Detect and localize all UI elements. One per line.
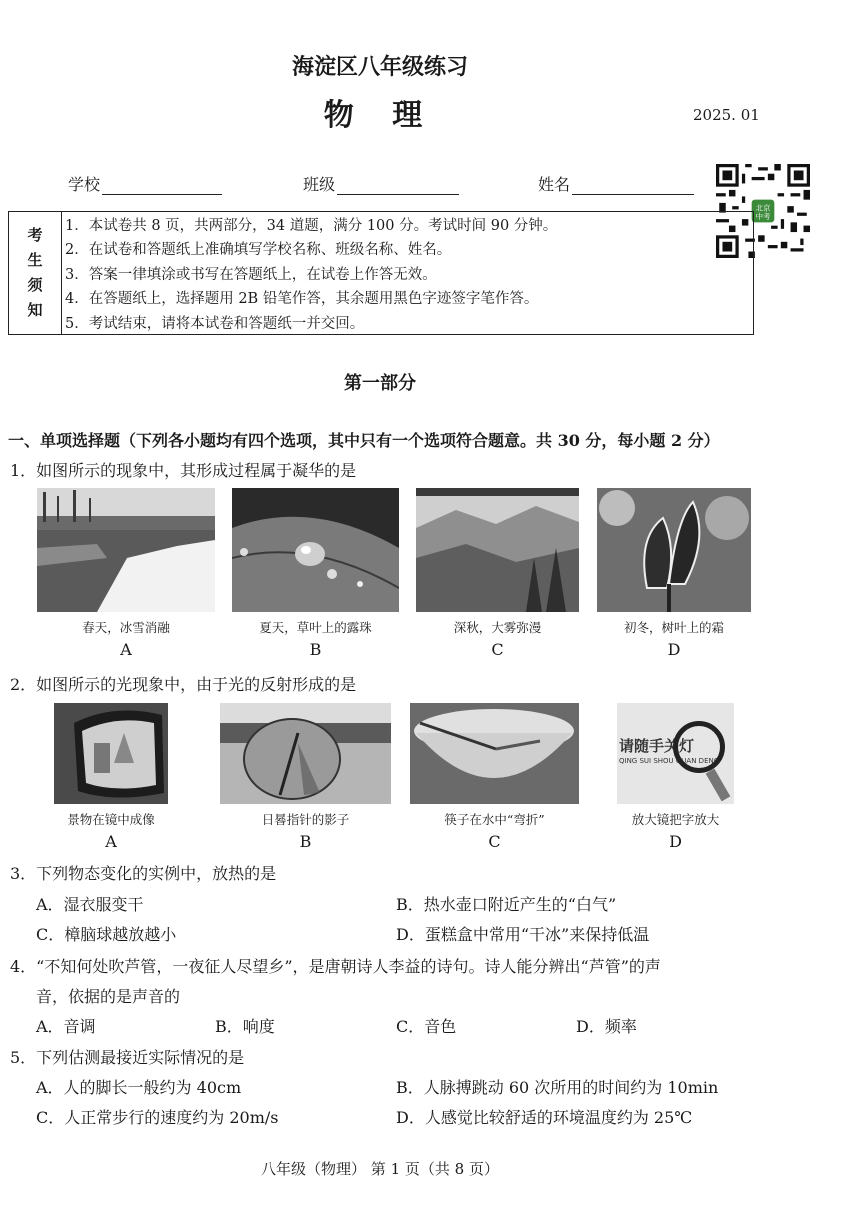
figure-1a-image: [37, 488, 215, 612]
name-label: 姓名: [538, 175, 571, 194]
question-4-option-c: C．音色: [396, 1017, 457, 1036]
notice-item: 2．在试卷和答题纸上准确填写学校名称、班级名称、姓名。: [65, 242, 452, 259]
figure-2b-image: [220, 703, 391, 804]
figure-2c-caption: 筷子在水中“弯折”: [444, 812, 545, 827]
name-blank: [572, 178, 694, 195]
figure-1d-caption: 初冬，树叶上的霜: [623, 620, 724, 635]
school-blank: [102, 178, 222, 195]
figure-2d-caption: 放大镜把字放大: [631, 812, 720, 827]
figure-1a-caption: 春天，冰雪消融: [82, 620, 170, 635]
question-3-stem: 3．下列物态变化的实例中，放热的是: [10, 864, 277, 883]
figure-1b-image: [232, 488, 399, 612]
question-3-option-c: C．樟脑球越放越小: [36, 925, 177, 944]
qr-badge-top: 北京: [755, 203, 771, 213]
figure-2b-caption: 日晷指针的影子: [261, 812, 350, 827]
subject-title: 物 理: [323, 98, 437, 133]
question-5-option-b: B．人脉搏跳动 60 次所用的时间约为 10min: [396, 1078, 719, 1097]
class-blank: [337, 178, 459, 195]
class-label: 班级: [303, 175, 336, 194]
notice-label-char: 生: [27, 251, 43, 269]
question-4-option-a: A．音调: [36, 1017, 96, 1036]
option-letter: A: [105, 832, 117, 851]
option-letter: C: [491, 640, 504, 659]
notice-item: 5．考试结束，请将本试卷和答题纸一并交回。: [65, 315, 365, 332]
notice-item: 4．在答题纸上，选择题用 2B 铅笔作答，其余题用黑色字迹签字笔作答。: [65, 291, 539, 308]
figure-1c-image: [416, 488, 579, 612]
magnifier-handle: [706, 769, 731, 802]
figure-1d-image: [597, 488, 751, 612]
school-field: [68, 172, 222, 195]
option-letter: C: [488, 832, 501, 851]
qr-badge-bottom: 中考: [755, 211, 771, 221]
question-4-option-d: D．频率: [576, 1017, 637, 1036]
figure-2a-image: [54, 703, 168, 804]
question-5-option-a: A．人的脚长一般约为 40cm: [36, 1078, 242, 1097]
school-label: 学校: [68, 175, 101, 194]
question-1-stem: 1．如图所示的现象中，其形成过程属于凝华的是: [10, 461, 357, 480]
option-letter: B: [309, 640, 322, 659]
question-4-stem-line1: 4．“不知何处吹芦管，一夜征人尽望乡”，是唐朝诗人李益的诗句。诗人能分辨出“芦管”的声: [10, 957, 661, 976]
question-3-option-a: A．湿衣服变干: [36, 895, 144, 914]
figure-2c-image: [410, 703, 579, 804]
option-letter: B: [299, 832, 312, 851]
option-letter: D: [667, 640, 681, 659]
question-3-option-b: B．热水壶口附近产生的“白气”: [396, 895, 617, 914]
question-3-option-d: D．蛋糕盒中常用“干冰”来保持低温: [396, 925, 650, 944]
question-4-stem-line2: 音，依据的是声音的: [36, 987, 181, 1006]
exam-date: 2025. 01: [693, 106, 760, 124]
figure-2d-image: [617, 703, 734, 804]
figure-1b-caption: 夏天，草叶上的露珠: [259, 620, 372, 635]
option-letter: D: [669, 832, 682, 851]
magnifier-icon: [673, 721, 725, 773]
figure-2d-sign-pinyin: QING SUI SHOU GUAN DENG: [619, 757, 720, 765]
figure-2a-caption: 景物在镜中成像: [67, 812, 155, 827]
name-field: [538, 172, 694, 195]
question-5-option-d: D．人感觉比较舒适的环境温度约为 25℃: [396, 1108, 693, 1127]
question-5-stem: 5．下列估测最接近实际情况的是: [10, 1048, 245, 1067]
notice-label-char: 考: [27, 226, 43, 244]
question-4-option-b: B．响度: [215, 1017, 275, 1036]
question-5-option-c: C．人正常步行的速度约为 20m/s: [36, 1108, 279, 1127]
question-2-stem: 2．如图所示的光现象中，由于光的反射形成的是: [10, 675, 357, 694]
exam-notice-box: [8, 211, 754, 335]
page-footer: 八年级（物理） 第 1 页（共 8 页）: [261, 1160, 499, 1178]
exam-title: 海淀区八年级练习: [291, 54, 468, 80]
section-title: 一、单项选择题（下列各小题均有四个选项，其中只有一个选项符合题意。共 30 分，每小题 2 分）: [8, 431, 720, 450]
notice-item: 3．答案一律填涂或书写在答题纸上，在试卷上作答无效。: [65, 266, 437, 283]
figure-1c-caption: 深秋，大雾弥漫: [453, 620, 542, 635]
notice-list: [65, 214, 557, 336]
notice-item: 1．本试卷共 8 页，共两部分，34 道题，满分 100 分。考试时间 90 分钟。: [65, 218, 558, 234]
notice-label-char: 知: [27, 301, 43, 319]
notice-label: [9, 212, 62, 334]
figure-2d-sign-text: 请随手关灯: [619, 737, 695, 755]
part-title: 第一部分: [344, 373, 416, 394]
notice-label-char: 须: [27, 276, 43, 294]
option-letter: A: [120, 640, 132, 659]
class-field: [303, 172, 459, 195]
